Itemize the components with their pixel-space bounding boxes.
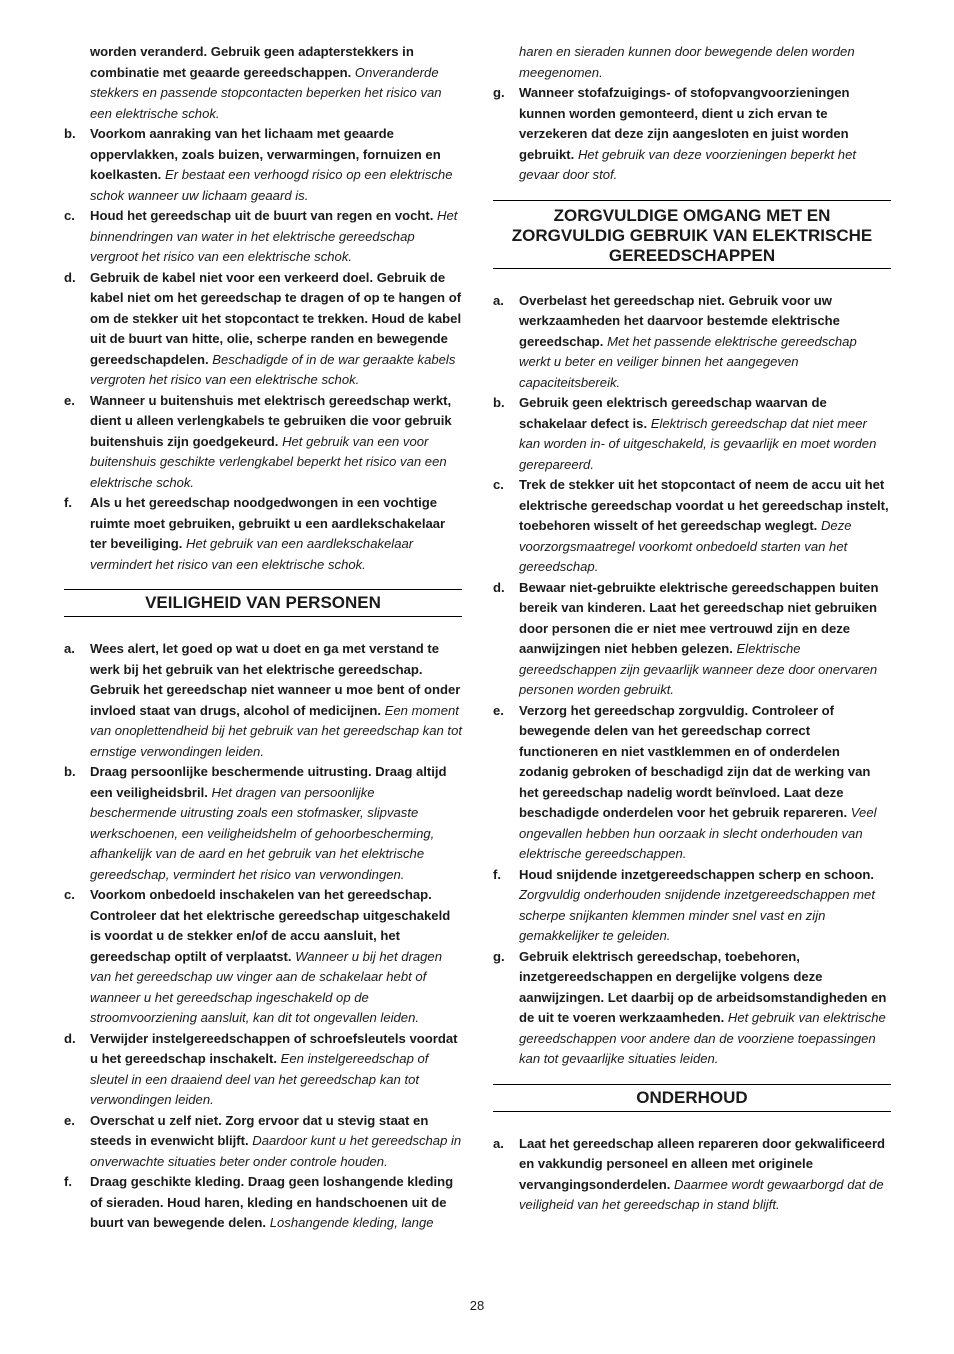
left-intro-list xyxy=(64,42,462,575)
item-instruction: Voorkom aanraking van het lichaam met geaarde oppervlakken, zoals buizen, verwarmingen, fornuizen en koelkasten. xyxy=(90,126,441,182)
right-column xyxy=(493,42,891,1216)
item-instruction: Verwijder instelgereedschappen of schroefsleutels voordat u het gereedschap inschakelt. xyxy=(90,1030,458,1066)
item-instruction: Overbelast het gereedschap niet. Gebruik voor uw werkzaamheden het daarvoor bestemde elektrische gereedschap. xyxy=(519,292,840,349)
item-body xyxy=(90,42,462,124)
list-item xyxy=(64,762,462,885)
heading-line: ZORGVULDIG GEBRUIK VAN ELEKTRISCHE xyxy=(511,225,873,245)
item-body xyxy=(90,206,462,268)
item-letter: g. xyxy=(493,85,505,100)
item-explanation: Elektrische gereedschappen zijn gevaarlijk wanneer deze door onervaren personen worden gebruikt. xyxy=(519,641,878,697)
heading-line: GEREEDSCHAPPEN xyxy=(608,245,776,265)
item-explanation: Er bestaat een verhoogd risico op een elektrische schok wanneer uw lichaam geaard is. xyxy=(90,167,453,203)
veiligheid-van-personen-list xyxy=(64,639,462,1234)
item-letter: a. xyxy=(493,1135,504,1151)
item-letter: a. xyxy=(64,641,75,656)
page-number: 28 xyxy=(469,1298,485,1313)
section-heading-zorgvuldige-omgang xyxy=(493,200,891,269)
item-instruction: Verzorg het gereedschap zorgvuldig. Controleer of bewegende delen van het gereedschap correct functioneren en niet vastklemmen en of onderdelen zodanig gebroken of beschadigd zijn dat de werking van het gereedschap nadelig wordt beïnvloed. Laat deze beschadigde onderdelen voor het gebruik repareren. xyxy=(519,702,871,820)
list-item xyxy=(493,578,891,701)
item-instruction: Draag persoonlijke beschermende uitrusting. Draag altijd een veiligheidsbril. xyxy=(90,764,447,800)
list-item xyxy=(64,124,462,206)
section-heading-veiligheid-van-personen: VEILIGHEID VAN PERSONEN xyxy=(64,589,462,617)
list-item xyxy=(64,1111,462,1173)
item-body xyxy=(519,393,891,475)
item-explanation: Het gebruik van een voor buitenshuis geschikte verlengkabel beperkt het risico van een elektrische schok. xyxy=(90,433,447,490)
list-item xyxy=(64,1172,462,1234)
item-letter: d. xyxy=(493,579,505,595)
item-letter: e. xyxy=(64,1112,75,1128)
item-body xyxy=(90,1172,462,1234)
continuation-text: haren en sieraden kunnen door bewegende delen worden meegenomen. xyxy=(519,44,855,80)
list-item xyxy=(64,391,462,494)
item-letter: f. xyxy=(493,866,501,882)
item-letter: a. xyxy=(493,292,504,308)
item-body xyxy=(90,1111,462,1173)
item-explanation: Het gebruik van een aardlekschakelaar vermindert het risico van een elektrische schok. xyxy=(90,536,414,572)
item-letter: f. xyxy=(64,495,72,510)
item-explanation: Een moment van onoplettendheid bij het gebruik van het gereedschap kan tot ernstige verwondingen leiden. xyxy=(90,702,462,759)
item-explanation: Veel ongevallen hebben hun oorzaak in slecht onderhouden van elektrische gereedschappen. xyxy=(519,805,877,861)
item-instruction: Wanneer u buitenshuis met elektrisch gereedschap werkt, dient u alleen verlengkabels te gebruiken die voor gebruik buitenshuis zijn goedgekeurd. xyxy=(90,392,452,449)
item-instruction: Houd snijdende inzetgereedschappen scherp en schoon. xyxy=(519,866,875,882)
heading-line: ZORGVULDIGE OMGANG MET EN xyxy=(553,205,831,225)
item-letter: b. xyxy=(64,764,76,779)
item-instruction: Laat het gereedschap alleen repareren door gekwalificeerd en vakkundig personeel en alleen met originele vervangingsonderdelen. xyxy=(519,1135,886,1192)
item-body xyxy=(90,268,462,391)
item-instruction: Gebruik elektrisch gereedschap, toebehoren, inzetgereedschappen en dergelijke volgens deze aanwijzingen. Let daarbij op de arbeidsomstandigheden en de uit te voeren werkzaamheden. xyxy=(519,948,887,1025)
item-explanation: Deze voorzorgsmaatregel voorkomt onbedoeld starten van het gereedschap. xyxy=(519,518,852,574)
item-letter: e. xyxy=(64,392,75,408)
item-explanation: Wanneer u bij het dragen van het gereedschap uw vinger aan de schakelaar hebt of wanneer u het gereedschap ingeschakeld op de stroomvoorziening aansluit, kan dit tot ongevallen leiden. xyxy=(90,948,442,1025)
item-body xyxy=(519,947,891,1070)
item-explanation: Onveranderde stekkers en passende stopcontacten beperken het risico van een elektrische schok. xyxy=(90,64,442,121)
list-item xyxy=(493,865,891,947)
item-letter: d. xyxy=(64,269,76,285)
item-explanation: Het binnendringen van water in het elektrische gereedschap vergroot het risico van een elektrische schok. xyxy=(90,208,458,264)
list-item xyxy=(64,885,462,1029)
list-item xyxy=(493,475,891,578)
list-item xyxy=(493,83,891,186)
item-instruction: Bewaar niet-gebruikte elektrische gereedschappen buiten bereik van kinderen. Laat het gereedschap niet gebruiken door personen die er niet mee vertrouwd zijn en deze aanwijzingen niet hebben gelezen. xyxy=(519,579,879,656)
item-body xyxy=(519,578,891,701)
item-instruction: Trek de stekker uit het stopcontact of neem de accu uit het elektrische gereedschap voordat u het gereedschap instelt, toebehoren wisselt of het gereedschap weglegt. xyxy=(519,477,889,533)
item-instruction: Houd het gereedschap uit de buurt van regen en vocht. xyxy=(90,208,434,223)
section-heading-onderhoud: ONDERHOUD xyxy=(493,1084,891,1112)
list-item xyxy=(493,701,891,865)
item-body xyxy=(519,865,891,947)
item-body xyxy=(90,1029,462,1111)
item-letter: g. xyxy=(493,948,505,964)
item-instruction: Voorkom onbedoeld inschakelen van het gereedschap. Controleer dat het elektrische gereedschap uitgeschakeld is voordat u de stekker en/of de accu aansluit, het gereedschap optilt of verplaatst. xyxy=(90,887,451,964)
item-explanation: Daarmee wordt gewaarborgd dat de veiligheid van het gereedschap in stand blijft. xyxy=(519,1176,884,1212)
list-item xyxy=(64,1029,462,1111)
item-explanation: Het gebruik van deze voorzieningen beperkt het gevaar door stof. xyxy=(519,146,856,182)
item-explanation: Zorgvuldig onderhouden snijdende inzetgereedschappen met scherpe snijkanten klemmen minder snel vast en zijn gemakkelijker te geleiden. xyxy=(519,887,875,943)
item-explanation: Daardoor kunt u het gereedschap in onverwachte situaties beter onder controle houden. xyxy=(90,1133,462,1169)
item-letter: b. xyxy=(64,126,76,141)
item-body xyxy=(519,475,891,578)
right-intro-list xyxy=(493,83,891,186)
item-body xyxy=(90,493,462,575)
item-body xyxy=(90,639,462,762)
list-item xyxy=(493,1134,891,1216)
left-column xyxy=(64,42,462,1234)
item-letter: f. xyxy=(64,1174,72,1189)
item-instruction: Als u het gereedschap noodgedwongen in een vochtige ruimte moet gebruiken, gebruikt u een aardlekschakelaar ter beveiliging. xyxy=(90,495,446,551)
item-body xyxy=(90,124,462,206)
item-body xyxy=(90,391,462,494)
item-letter: e. xyxy=(493,702,504,718)
item-explanation: Een instelgereedschap of sleutel in een draaiend deel van het gereedschap kan tot verwondingen leiden. xyxy=(90,1051,429,1107)
list-item xyxy=(493,393,891,475)
list-item xyxy=(64,493,462,575)
list-item xyxy=(493,947,891,1070)
item-body xyxy=(519,1134,891,1216)
item-instruction: Wees alert, let goed op wat u doet en ga met verstand te werk bij het gebruik van het elektrische gereedschap. Gebruik het gereedschap niet wanneer u moe bent of onder invloed staat van drugs, alcohol of medicijnen. xyxy=(90,641,461,718)
item-letter: c. xyxy=(64,887,75,902)
item-explanation: Het dragen van persoonlijke beschermende uitrusting zoals een stofmasker, slipvaste werkschoenen, een veiligheidshelm of gehoorbescherming, afhankelijk van de aard en het gebruik van het elektrische gereedschap, vermindert het risico van verwondingen. xyxy=(90,784,435,882)
item-body xyxy=(519,291,891,394)
item-explanation: Loshangende kleding, lange xyxy=(269,1215,434,1230)
list-item xyxy=(64,639,462,762)
item-instruction: Wanneer stofafzuigings- of stofopvangvoorzieningen kunnen worden gemonteerd, dient u zich ervan te verzekeren dat deze zijn aangesloten en juist worden gebruikt. xyxy=(519,85,850,162)
item-letter: b. xyxy=(493,395,505,410)
item-letter: d. xyxy=(64,1030,76,1046)
onderhoud-list xyxy=(493,1134,891,1216)
list-item xyxy=(493,291,891,394)
list-item xyxy=(64,42,462,124)
item-instruction: worden veranderd. Gebruik geen adapterstekkers in combinatie met geaarde gereedschappen. xyxy=(90,44,414,80)
item-explanation: Elektrisch gereedschap dat niet meer kan worden in- of uitgeschakeld, is gevaarlijk en moet worden gerepareerd. xyxy=(519,415,877,472)
item-letter: c. xyxy=(64,208,75,223)
item-explanation: Het gebruik van elektrische gereedschappen voor andere dan de voorziene toepassingen kan tot gevaarlijke situaties leiden. xyxy=(519,1010,886,1066)
item-body xyxy=(90,762,462,885)
item-instruction: Overschat u zelf niet. Zorg ervoor dat u stevig staat en steeds in evenwicht blijft. xyxy=(90,1112,429,1148)
item-explanation: Met het passende elektrische gereedschap werkt u beter en veiliger binnen het aangegeven capaciteitsbereik. xyxy=(519,333,857,390)
list-item xyxy=(64,268,462,391)
zorgvuldige-omgang-list xyxy=(493,291,891,1070)
item-letter xyxy=(64,42,90,124)
item-instruction: Gebruik de kabel niet voor een verkeerd doel. Gebruik de kabel niet om het gereedschap te dragen of op te hangen of om de stekker uit het stopcontact te trekken. Houd de kabel uit de buurt van hitte, olie, scherpe randen en bewegende gereedschapdelen. xyxy=(90,269,462,367)
item-instruction: Gebruik geen elektrisch gereedschap waarvan de schakelaar defect is. xyxy=(519,395,827,431)
list-item xyxy=(64,206,462,268)
item-explanation: Beschadigde of in de war geraakte kabels vergroten het risico van een elektrische schok. xyxy=(90,351,456,387)
item-body xyxy=(519,701,891,865)
item-instruction: Draag geschikte kleding. Draag geen loshangende kleding of sieraden. Houd haren, kleding en handschoenen uit de buurt van bewegende delen. xyxy=(90,1174,454,1230)
item-body xyxy=(90,885,462,1029)
item-body xyxy=(519,83,891,186)
item-letter: c. xyxy=(493,477,504,492)
